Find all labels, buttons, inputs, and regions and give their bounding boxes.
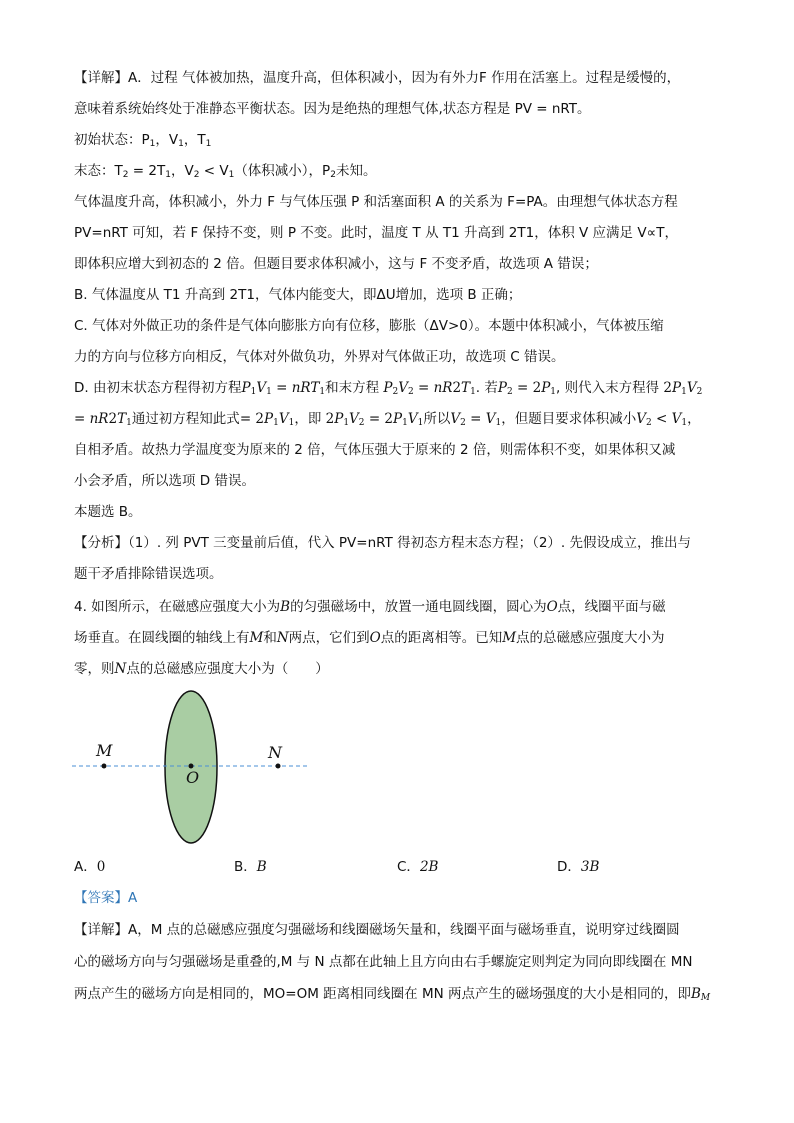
- question-4-stem-cont: 零，则N点的总磁感应强度大小为（ ）: [74, 661, 329, 677]
- option-d-analysis: D. 由初末状态方程得初方程$P_1V_1 = nRT_1$和末方程 $P_2V_2 = nR2T_1$. 若$P_2 = 2P_1$, 则代入末方程得 $2P_1V_2$: [74, 380, 703, 397]
- option-b: B．B: [234, 859, 267, 875]
- option-a: A．0: [74, 859, 106, 875]
- answer-line: 【答案】A: [74, 890, 138, 906]
- analysis-line: 题干矛盾排除错误选项。: [74, 566, 223, 582]
- label-o: O: [186, 768, 200, 787]
- detail-paragraph-line: 自相矛盾。故热力学温度变为原来的 2 倍，气体压强大于原来的 2 倍，则需体积不变，如果体积又减: [74, 442, 676, 458]
- point-m: [102, 764, 107, 769]
- question-4-stem: 4. 如图所示，在磁感应强度大小为B的匀强磁场中，放置一通电圆线圈，圆心为O点，线圈平面与磁: [74, 599, 666, 615]
- analysis-line: 【分析】（1）. 列 PVT 三变量前后值，代入 PV=nRT 得初态方程末态方程；（2）. 先假设成立，推出与: [74, 535, 692, 551]
- option-c-analysis-cont: 力的方向与位移方向相反，气体对外做负功，外界对气体做正功，故选项 C 错误。: [74, 349, 565, 365]
- q4-detail-line: 心的磁场方向与匀强磁场是重叠的,M 与 N 点都在此轴上且方向由右手螺旋定则判定为同向即线圈在 MN: [74, 954, 693, 970]
- point-n: [276, 764, 281, 769]
- final-state-line: 末态：$T_2 = 2T_1$，$V_2 < V_1$（体积减小），$P_2$未知。: [74, 163, 377, 180]
- detail-paragraph-line: 【详解】A．过程 气体被加热，温度升高，但体积减小，因为有外力F 作用在活塞上。过程是缓慢的，: [74, 70, 681, 86]
- option-b-analysis: B. 气体温度从 T1 升高到 2T1，气体内能变大，即ΔU增加，选项 B 正确；: [74, 287, 522, 303]
- choice-statement: 本题选 B。: [74, 504, 142, 520]
- label-m: M: [96, 741, 113, 760]
- detail-paragraph-line: 即体积应增大到初态的 2 倍。但题目要求体积减小，这与 F 不变矛盾，故选项 A 错误；: [74, 256, 598, 272]
- coil-figure: [60, 680, 330, 850]
- detail-paragraph-line: 小会矛盾，所以选项 D 错误。: [74, 473, 255, 489]
- q4-detail-line: 两点产生的磁场方向是相同的，MO=OM 距离相同线圈在 MN 两点产生的磁场强度的大小是相同的，即$B_M$: [74, 986, 711, 1003]
- initial-state-line: 初始状态：$P_1$，$V_1$，$T_1$: [74, 132, 212, 149]
- question-4-stem-cont: 场垂直。在圆线圈的轴线上有M和N两点，它们到O点的距离相等。已知M点的总磁感应强度大小为: [74, 630, 665, 646]
- option-d-analysis-cont: = $nR2T_1$通过初方程知此式= $2P_1V_1$，即 $2P_1V_2 = 2P_1V_1$所以$V_2 = V_1$，但题目要求体积减小$V_2 < V_1$，: [74, 411, 701, 428]
- detail-paragraph-line: 气体温度升高，体积减小，外力 F 与气体压强 P 和活塞面积 A 的关系为 F=PA。由理想气体状态方程: [74, 194, 678, 210]
- detail-paragraph-line: 意味着系统始终处于准静态平衡状态。因为是绝热的理想气体,状态方程是 PV = nRT。: [74, 101, 591, 117]
- option-c: C．2B: [397, 859, 439, 875]
- detail-paragraph-line: PV=nRT 可知，若 F 保持不变，则 P 不变。此时，温度 T 从 T1 升高到 2T1，体积 V 应满足 V∝T，: [74, 225, 678, 241]
- option-d: D．3B: [557, 859, 600, 875]
- q4-detail-line: 【详解】A，M 点的总磁感应强度匀强磁场和线圈磁场矢量和，线圈平面与磁场垂直，说明穿过线圈圆: [74, 922, 680, 938]
- label-n: N: [268, 743, 282, 762]
- option-c-analysis: C. 气体对外做正功的条件是气体向膨胀方向有位移，膨胀（ΔV>0）。本题中体积减小，气体被压缩: [74, 318, 664, 334]
